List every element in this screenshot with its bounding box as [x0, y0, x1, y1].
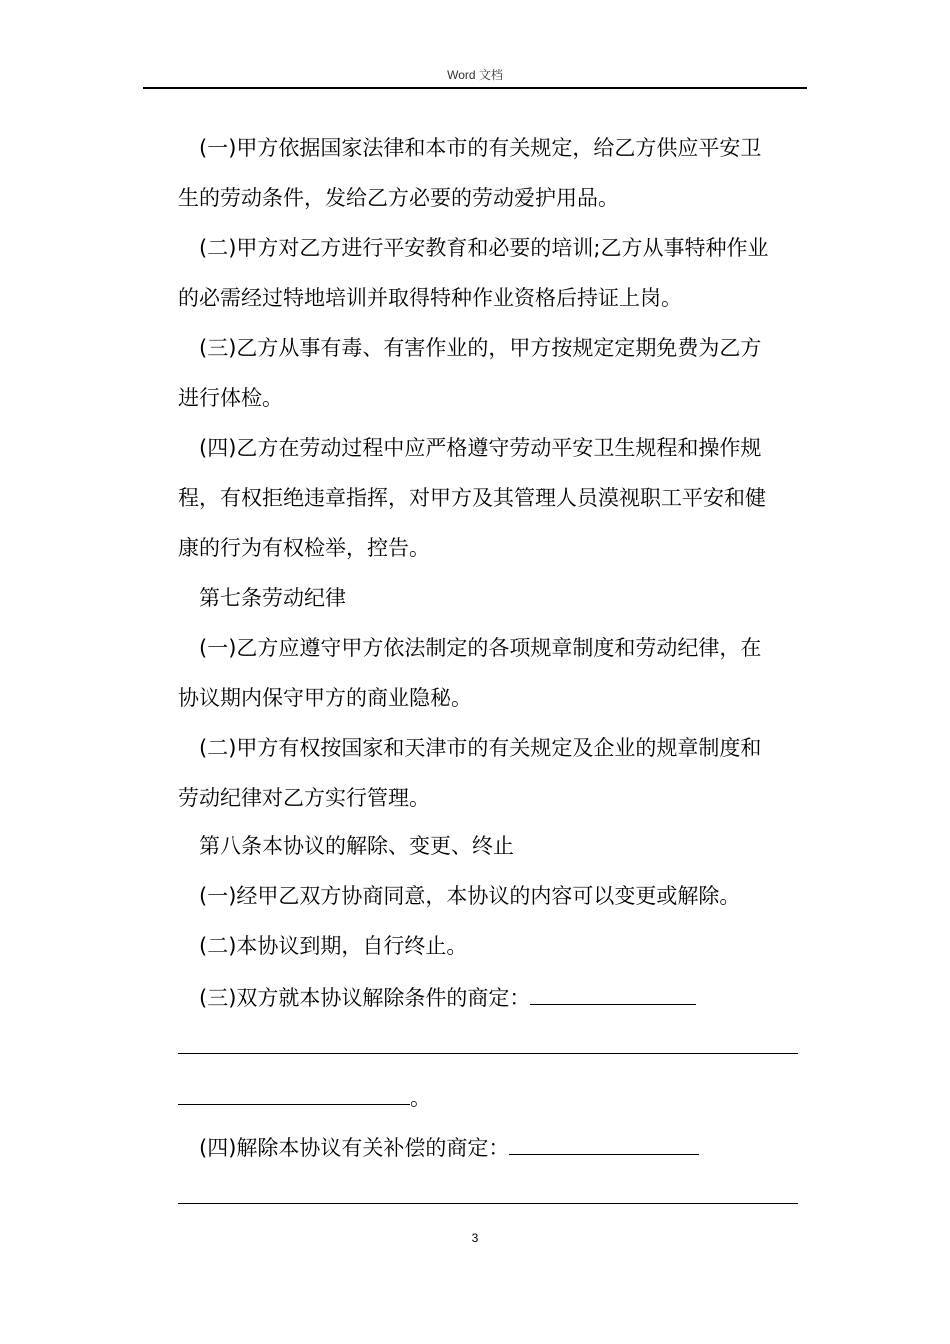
- section-heading: 第八条本协议的解除、变更、终止: [199, 834, 514, 858]
- clause-label: (三)双方就本协议解除条件的商定：: [199, 986, 531, 1010]
- text-line: (三)乙方从事有毒、有害作业的，甲方按规定定期免费为乙方: [199, 336, 762, 360]
- period-mark: 。: [410, 1086, 431, 1110]
- text-line: 生的劳动条件，发给乙方必要的劳动爱护用品。: [178, 186, 619, 210]
- text-line: (四)乙方在劳动过程中应严格遵守劳动平安卫生规程和操作规: [199, 436, 762, 460]
- page-number: 3: [471, 1231, 479, 1245]
- text-line: (二)甲方有权按国家和天津市的有关规定及企业的规章制度和: [199, 736, 762, 760]
- text-line: 程，有权拒绝违章指挥，对甲方及其管理人员漠视职工平安和健: [178, 486, 766, 510]
- text-line: (一)经甲乙双方协商同意，本协议的内容可以变更或解除。: [199, 884, 741, 908]
- text-line: (二)本协议到期，自行终止。: [199, 934, 468, 958]
- text-line: (一)乙方应遵守甲方依法制定的各项规章制度和劳动纪律，在: [199, 636, 762, 660]
- fill-in-blank[interactable]: [178, 1084, 410, 1105]
- section-heading: 第七条劳动纪律: [199, 586, 346, 610]
- text-line: [199, 1134, 699, 1162]
- page-header-title: Word 文档: [447, 68, 503, 82]
- fill-in-line[interactable]: [178, 1203, 798, 1204]
- text-line: 进行体检。: [178, 386, 283, 410]
- header-divider: [143, 87, 807, 89]
- text-line: 的必需经过特地培训并取得特种作业资格后持证上岗。: [178, 286, 682, 310]
- text-line: 康的行为有权检举，控告。: [178, 536, 430, 560]
- fill-in-blank[interactable]: [509, 1134, 699, 1155]
- fill-in-blank[interactable]: [530, 984, 696, 1005]
- text-line: (二)甲方对乙方进行平安教育和必要的培训;乙方从事特种作业: [199, 236, 769, 260]
- clause-label: (四)解除本协议有关补偿的商定：: [199, 1136, 510, 1160]
- fill-in-line[interactable]: [178, 1053, 798, 1054]
- text-line: [199, 984, 696, 1012]
- text-line: 协议期内保守甲方的商业隐秘。: [178, 686, 472, 710]
- text-line: 劳动纪律对乙方实行管理。: [178, 786, 430, 810]
- text-line: (一)甲方依据国家法律和本市的有关规定，给乙方供应平安卫: [199, 136, 762, 160]
